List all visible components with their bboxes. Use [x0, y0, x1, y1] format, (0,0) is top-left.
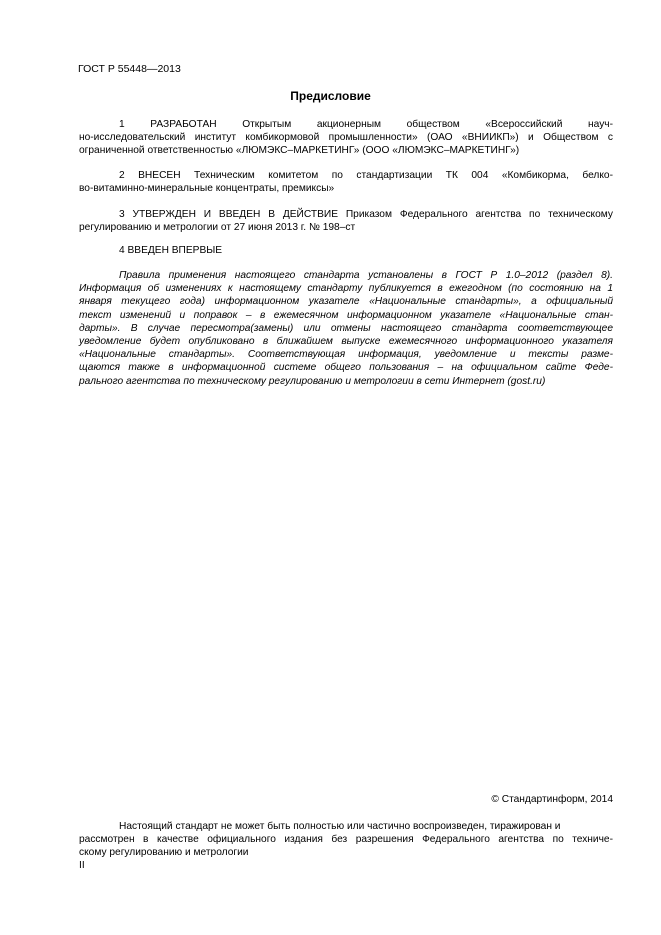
page-number: II: [79, 860, 85, 871]
foreword-item-4: [79, 244, 613, 257]
copyright-line: © Стандартинформ, 2014: [491, 794, 613, 805]
foreword-item-2: [79, 169, 613, 195]
reproduction-line-2: рассмотрен в качестве официального издания без разрешения Федерального агентства по техниче-: [79, 834, 613, 846]
item1-line-3: ограниченной ответственностью «ЛЮМЭКС–МАРКЕТИНГ» (ООО «ЛЮМЭКС–МАРКЕТИНГ»): [79, 145, 520, 157]
item2-line-2: во-витаминно-минеральные концентраты, премиксы»: [79, 183, 335, 195]
reproduction-line-1: Настоящий стандарт не может быть полностью или частично воспроизведен, тиражирован и: [119, 821, 561, 832]
notice-line-1: Правила применения настоящего стандарта установлены в ГОСТ Р 1.0–2012 (раздел 8).: [119, 270, 613, 281]
item1-line-1: 1 РАЗРАБОТАН Открытым акционерным обществом «Всероссийский науч-: [119, 119, 613, 130]
notice-line-4: текст изменений и поправок – в ежемесячном информационном указателе «Национальные стан-: [79, 309, 613, 321]
notice-line-8: щаются также в информационной системе общего пользования – на официальном сайте Феде-: [79, 362, 613, 374]
reproduction-notice: [79, 820, 613, 860]
foreword-item-1: [79, 118, 613, 158]
application-rules-notice: [79, 269, 613, 388]
notice-line-3: января текущего года) информационном указателе «Национальные стандарты», а официальный: [79, 296, 613, 308]
item1-line-2: но-исследовательский институт комбикормовой промышленности» (ОАО «ВНИИКП») и Обществом с: [79, 132, 613, 144]
notice-line-6: уведомление будет опубликовано в ближайшем выпуске ежемесячного информационного указателя: [79, 336, 613, 348]
item4-line: 4 ВВЕДЕН ВПЕРВЫЕ: [119, 245, 223, 256]
item3-line-2: регулированию и метрологии от 27 июня 2013 г. № 198–ст: [79, 222, 356, 234]
item3-line-1: 3 УТВЕРЖДЕН И ВВЕДЕН В ДЕЙСТВИЕ Приказом Федерального агентства по техническому: [119, 209, 613, 220]
item2-line-1: 2 ВНЕСЕН Техническим комитетом по стандартизации ТК 004 «Комбикорма, белко-: [119, 170, 613, 181]
document-number: ГОСТ Р 55448—2013: [78, 63, 181, 75]
foreword-title: Предисловие: [290, 89, 371, 103]
reproduction-line-3: скому регулированию и метрологии: [79, 847, 249, 859]
notice-line-2: Информация об изменениях к настоящему стандарту публикуется в ежегодном (по состоянию на 1: [79, 283, 613, 295]
notice-line-7: «Национальные стандарты». Соответствующая информация, уведомление и тексты разме-: [79, 349, 613, 361]
notice-line-9: рального агентства по техническому регулированию и метрологии в сети Интернет (gost.ru): [79, 375, 546, 387]
foreword-item-3: [79, 208, 613, 234]
notice-line-5: дарты». В случае пересмотра(замены) или отмены настоящего стандарта соответствующее: [79, 322, 613, 334]
